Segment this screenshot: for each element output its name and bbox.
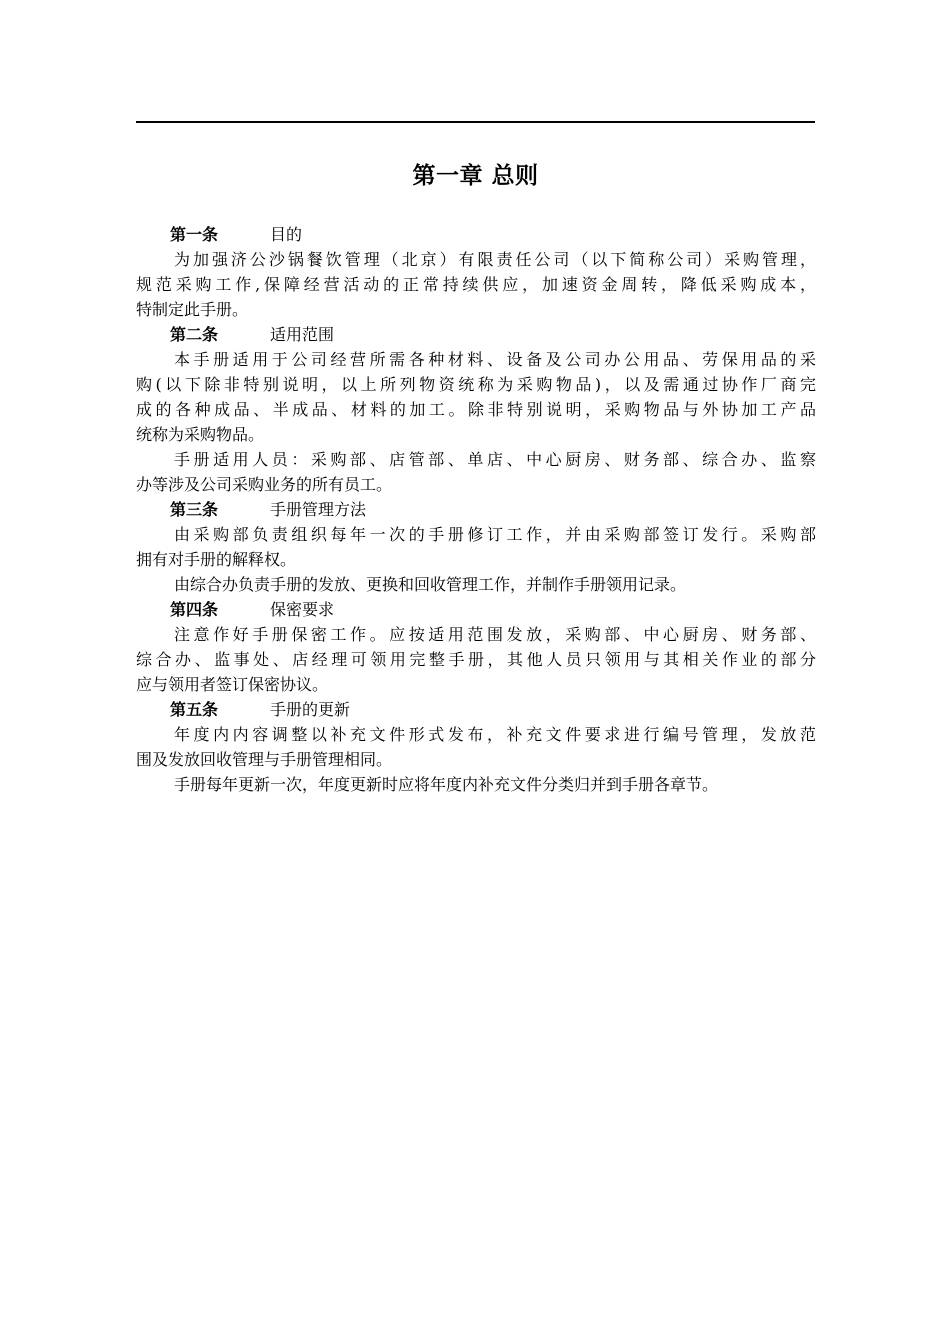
paragraph-line: 应与领用者签订保密协议。	[136, 675, 329, 694]
paragraph-line: 拥有对手册的解释权。	[136, 550, 297, 569]
article-heading	[136, 497, 816, 522]
paragraph-line: 注意作好手册保密工作。应按适用范围发放，采购部、中心厨房、财务部、	[174, 625, 816, 644]
paragraph-line: 本手册适用于公司经营所需各种材料、设备及公司办公用品、劳保用品的采	[174, 350, 816, 369]
article-title: 手册管理方法	[270, 500, 367, 519]
article-heading	[136, 322, 816, 347]
paragraph-line: 成的各种成品、半成品、材料的加工。除非特别说明，采购物品与外协加工产品	[136, 400, 816, 419]
article-number: 第二条	[170, 325, 219, 344]
paragraph-line: 手册适用人员：采购部、店管部、单店、中心厨房、财务部、综合办、监察	[174, 450, 816, 469]
article-title: 保密要求	[270, 600, 335, 619]
article-number: 第一条	[170, 225, 219, 244]
article-number: 第四条	[170, 600, 219, 619]
article-title: 手册的更新	[270, 700, 351, 719]
paragraph-line: 为加强济公沙锅餐饮管理（北京）有限责任公司（以下简称公司）采购管理，	[174, 250, 816, 269]
paragraph-line: 由采购部负责组织每年一次的手册修订工作，并由采购部签订发行。采购部	[174, 525, 816, 544]
article-number: 第三条	[170, 500, 219, 519]
paragraph-line: 统称为采购物品。	[136, 425, 265, 444]
paragraph-line: 由综合办负责手册的发放、更换和回收管理工作，并制作手册领用记录。	[174, 575, 687, 594]
paragraph-line: 围及发放回收管理与手册管理相同。	[136, 750, 393, 769]
paragraph-line: 规范采购工作,保障经营活动的正常持续供应，加速资金周转，降低采购成本，	[136, 275, 816, 294]
paragraph-line: 综合办、监事处、店经理可领用完整手册，其他人员只领用与其相关作业的部分	[136, 650, 816, 669]
paragraph-line: 办等涉及公司采购业务的所有员工。	[136, 475, 393, 494]
article-title: 适用范围	[270, 325, 335, 344]
document-body	[136, 222, 816, 797]
paragraph-line: 购(以下除非特别说明，以上所列物资统称为采购物品)，以及需通过协作厂商完	[136, 375, 816, 394]
header-rule	[136, 121, 815, 123]
chapter-title: 第一章 总则	[412, 163, 539, 189]
article-title: 目的	[270, 225, 303, 244]
paragraph-line: 年度内内容调整以补充文件形式发布，补充文件要求进行编号管理，发放范	[174, 725, 816, 744]
article-heading	[136, 697, 816, 722]
paragraph-line: 手册每年更新一次，年度更新时应将年度内补充文件分类归并到手册各章节。	[174, 775, 719, 794]
article-heading	[136, 222, 816, 247]
article-number: 第五条	[170, 700, 219, 719]
paragraph-line: 特制定此手册。	[136, 300, 249, 319]
article-heading	[136, 597, 816, 622]
